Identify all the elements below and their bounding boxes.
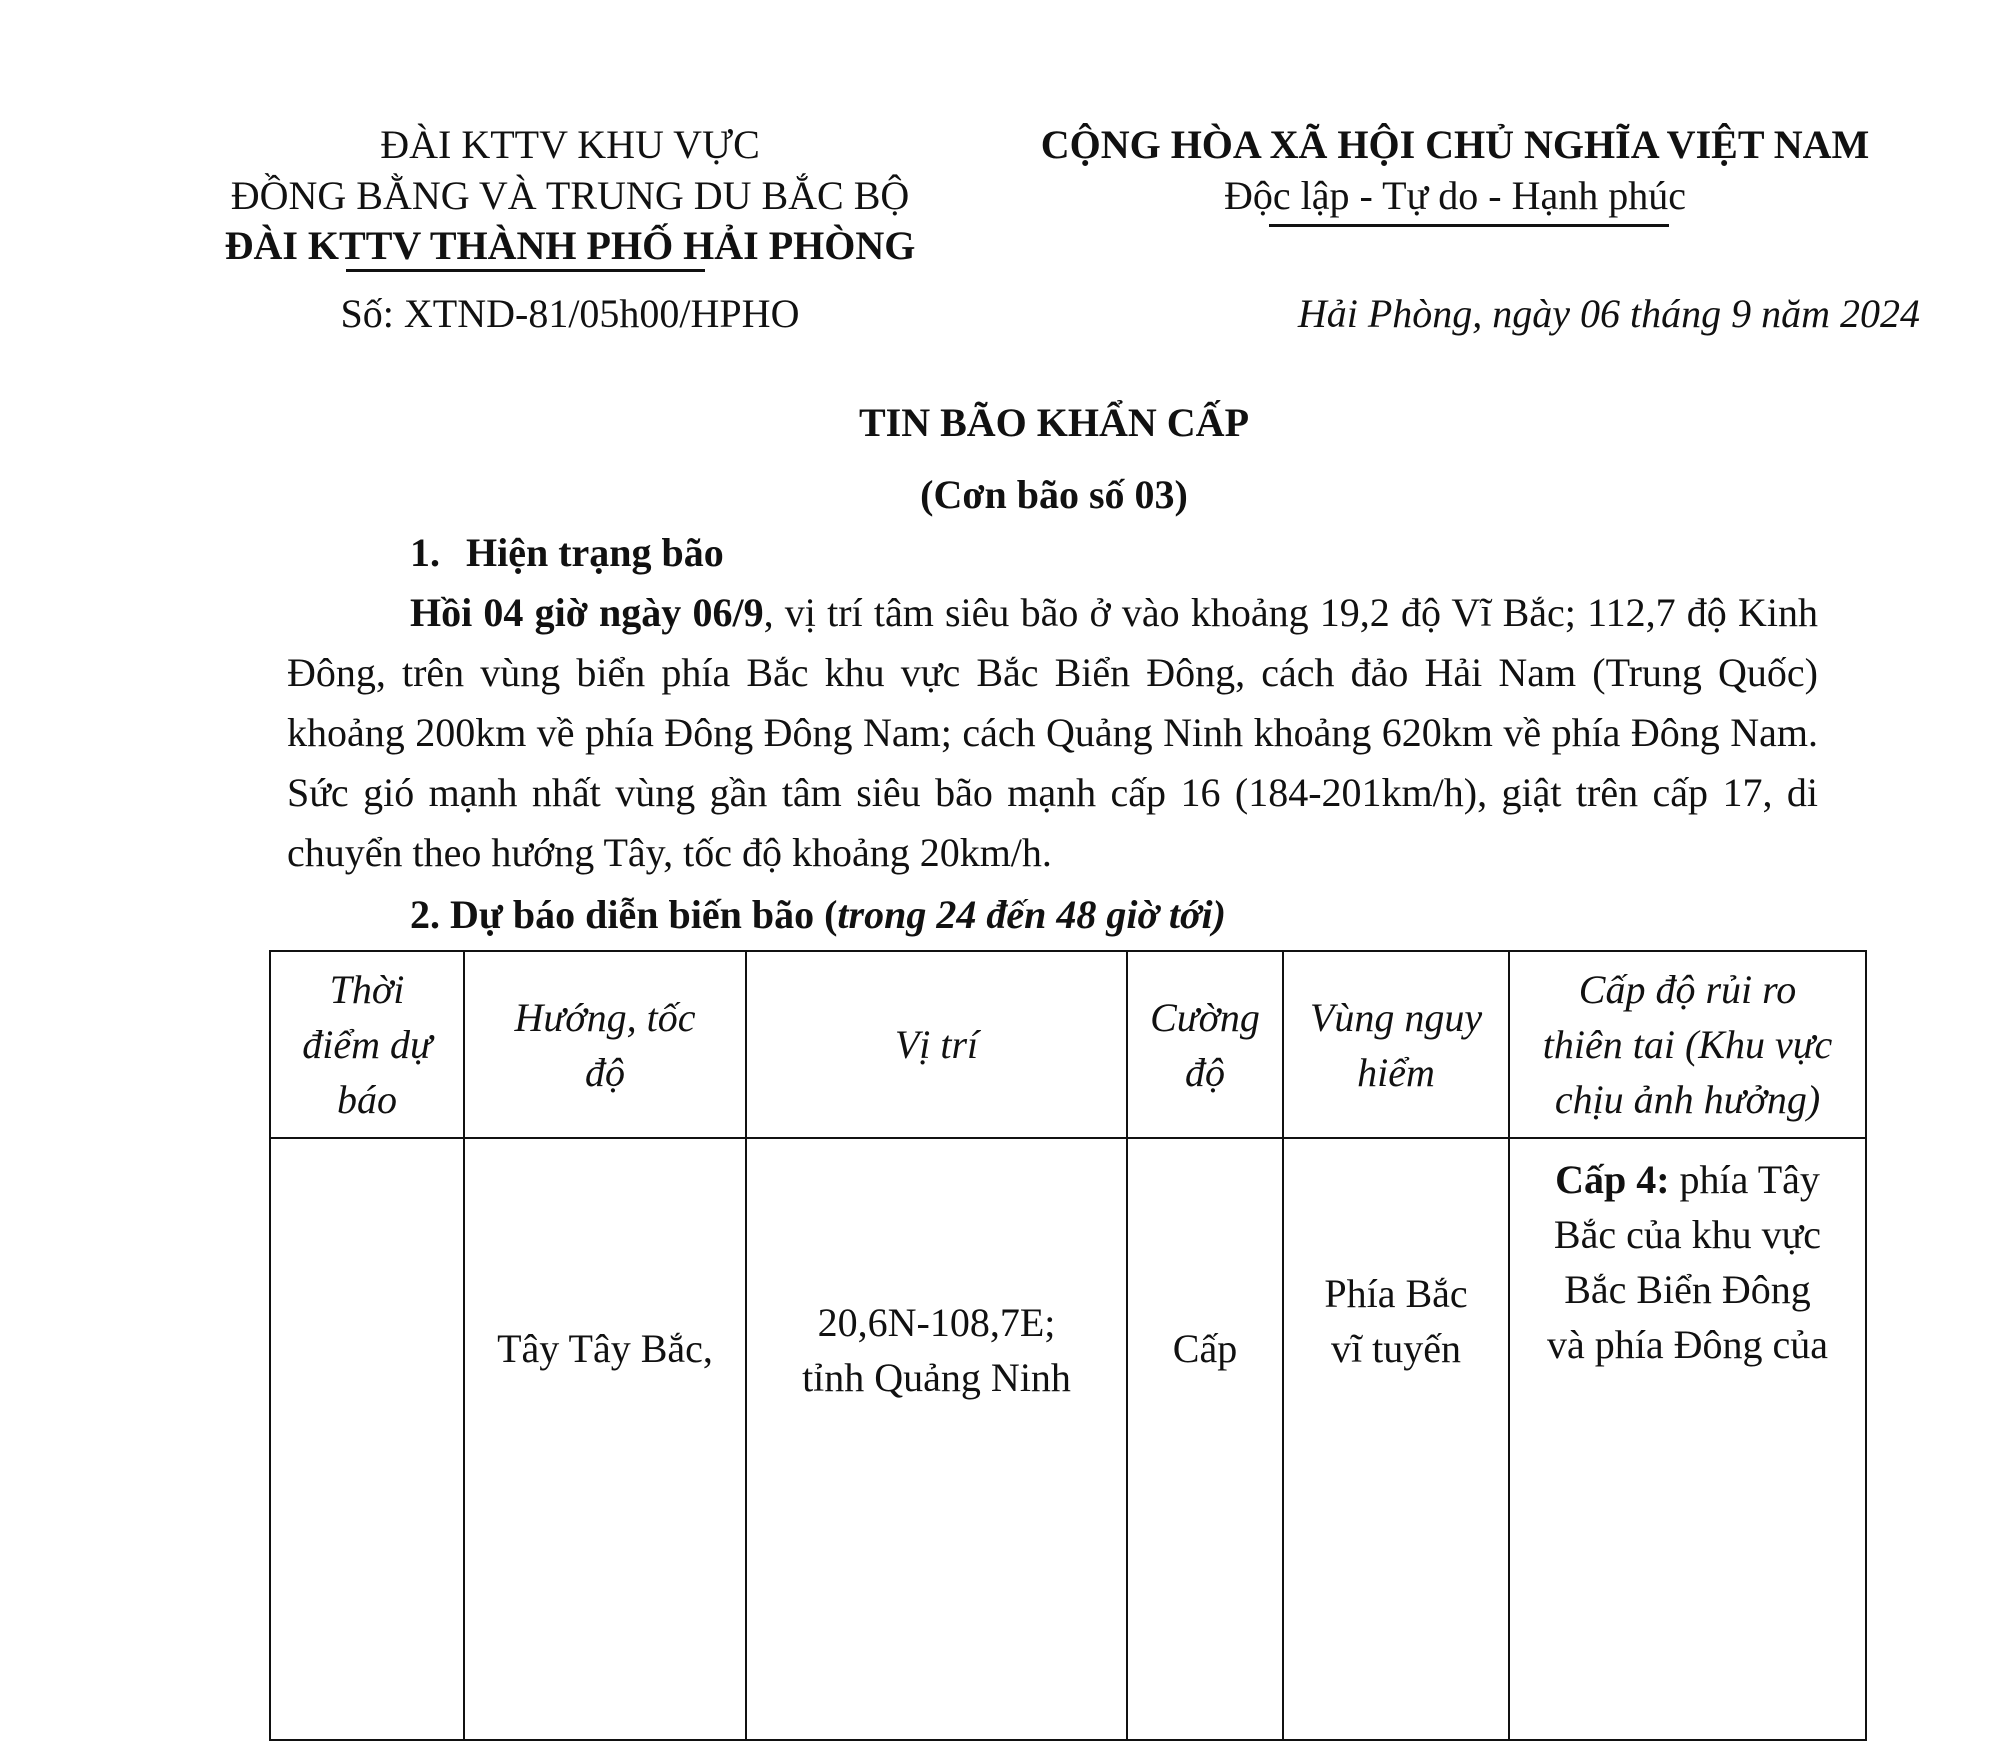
header-text: độ bbox=[585, 1049, 625, 1095]
agency-name: ĐÀI KTTV THÀNH PHỐ HẢI PHÒNG bbox=[224, 223, 916, 268]
cell-text: vĩ tuyến bbox=[1331, 1326, 1461, 1371]
agency-underline bbox=[346, 269, 705, 272]
status-text: , vị trí tâm siêu bão ở vào khoảng 19,2 độ Vĩ Bắc; 112,7 độ Kinh Đông, trên vùng biển phía Bắc khu vực Bắc Biển Đông, cách đảo Hải Nam (Trung Quốc) khoảng 200km về phía Đông Đông Nam; cách Quảng Ninh khoảng 620km về phía Đông Nam. Sức gió mạnh nhất vùng gần tâm siêu bão mạnh cấp 16 (184-201km/h), giật trên cấp 17, di chuyển theo hướng Tây, tốc độ khoảng 20km/h. bbox=[287, 590, 1818, 875]
section1-heading bbox=[410, 528, 724, 578]
header-text: Cường bbox=[1150, 994, 1260, 1040]
header-text: chịu ảnh hưởng) bbox=[1554, 1077, 1821, 1122]
header-text: điểm dự bbox=[302, 1022, 432, 1067]
cell-text: Phía Bắc bbox=[1324, 1271, 1468, 1316]
section1-title: Hiện trạng bão bbox=[466, 530, 724, 575]
table-header-row bbox=[270, 951, 1866, 1138]
risk-level-label: Cấp 4: bbox=[1555, 1157, 1670, 1202]
document-date: Hải Phòng, ngày 06 tháng 9 năm 2024 bbox=[1297, 291, 1920, 336]
cell-intensity bbox=[1127, 1138, 1283, 1740]
header-text: báo bbox=[337, 1077, 397, 1122]
header-risk-level bbox=[1509, 951, 1866, 1138]
header-text: thiên tai (Khu vực bbox=[1542, 1022, 1833, 1067]
header-time bbox=[270, 951, 464, 1138]
header-direction-speed bbox=[464, 951, 746, 1138]
cell-text: tỉnh Quảng Ninh bbox=[802, 1355, 1071, 1400]
storm-status-paragraph bbox=[287, 583, 1818, 883]
cell-risk-level: Cấp 4: phía Tây Bắc của khu vực Bắc Biển Đông và phía Đông của bbox=[1509, 1138, 1866, 1740]
document-subtitle: (Cơn bão số 03) bbox=[920, 472, 1188, 517]
header-danger-zone bbox=[1283, 951, 1509, 1138]
cell-time bbox=[270, 1138, 464, 1740]
cell-position bbox=[746, 1138, 1127, 1740]
cell-text: Cấp bbox=[1172, 1326, 1238, 1371]
section2-heading: 2. Dự báo diễn biến bão (trong 24 đến 48 giờ tới) bbox=[410, 892, 1226, 937]
header-text: Thời bbox=[329, 967, 405, 1012]
motto-underline bbox=[1269, 224, 1669, 227]
cell-text: 20,6N-108,7E; bbox=[817, 1300, 1056, 1345]
forecast-table bbox=[269, 950, 1867, 1741]
header-text: Cấp độ rủi ro bbox=[1578, 967, 1797, 1012]
document-title: TIN BÃO KHẨN CẤP bbox=[858, 400, 1250, 445]
header-text: Hướng, tốc bbox=[514, 994, 696, 1040]
national-motto: Độc lập - Tự do - Hạnh phúc bbox=[1224, 173, 1686, 218]
header-text: độ bbox=[1185, 1049, 1225, 1095]
cell-text: Tây Tây Bắc, bbox=[497, 1326, 713, 1371]
cell-direction-speed bbox=[464, 1138, 746, 1740]
agency-line1: ĐÀI KTTV KHU VỰC bbox=[380, 122, 760, 167]
table-row bbox=[270, 1138, 1866, 1740]
header-text: Vùng nguy bbox=[1309, 994, 1483, 1040]
status-time: Hồi 04 giờ ngày 06/9 bbox=[410, 590, 764, 635]
document-number: Số: XTND-81/05h00/HPHO bbox=[340, 291, 800, 336]
cell-danger-zone bbox=[1283, 1138, 1509, 1740]
national-title: CỘNG HÒA XÃ HỘI CHỦ NGHĨA VIỆT NAM bbox=[1040, 122, 1870, 167]
header-text: Vị trí bbox=[894, 1022, 979, 1067]
header-text: hiểm bbox=[1357, 1049, 1435, 1095]
header-intensity bbox=[1127, 951, 1283, 1138]
section1-number: 1. bbox=[410, 530, 440, 575]
agency-line2: ĐỒNG BẰNG VÀ TRUNG DU BẮC BỘ bbox=[230, 173, 910, 218]
header-position bbox=[746, 951, 1127, 1138]
